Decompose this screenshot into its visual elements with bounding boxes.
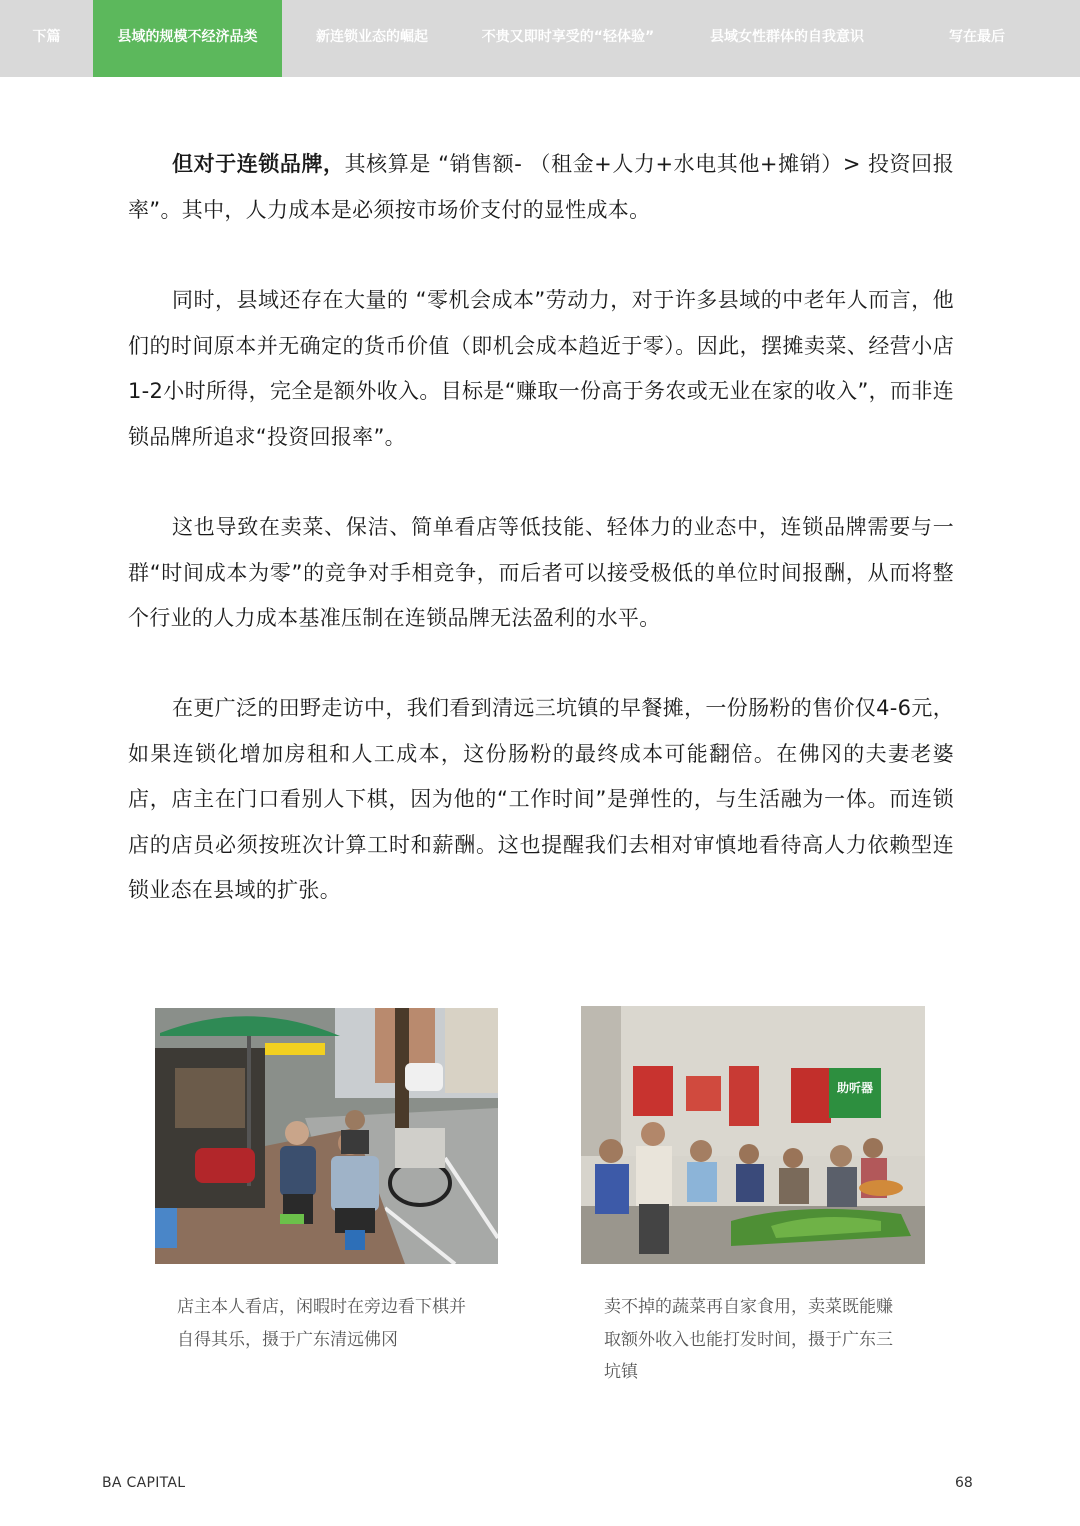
page-number: 68 xyxy=(955,1475,973,1491)
paragraph-field-visit: 在更广泛的田野走访中，我们看到清远三坑镇的早餐摊，一份肠粉的售价仅4-6元，如果连锁化增加房租和人工成本，这份肠粉的最终成本可能翻倍。在佛冈的夫妻老婆店，店主在门口看别人下棋，因为他的“工作时间”是弹性的，与生活融为一体。而连锁店的店员必须按班次计算工时和薪酬。这也提醒我们去相对审慎地看待高人力依赖型连锁业态在县域的扩张。 xyxy=(128,696,954,902)
hearing-aid-sign: 助听器 xyxy=(836,1081,874,1095)
street-scene-illustration xyxy=(155,1008,498,1264)
caption-right: 卖不掉的蔬菜再自家食用，卖菜既能赚取额外收入也能打发时间，摄于广东三坑镇 xyxy=(604,1297,893,1382)
brand-logo-text: BA CAPITAL xyxy=(102,1475,186,1491)
paragraph-text: 其核算是 “销售额- （租金+人力+水电其他+摊销）> 投资回报率”。其中，人力成本是必须按市场价支付的显性成本。 xyxy=(128,152,954,222)
photo-shop-chess xyxy=(155,1008,498,1264)
paragraph-chain-accounting xyxy=(128,142,954,233)
caption-left: 店主本人看店，闲暇时在旁边看下棋并自得其乐，摄于广东清远佛冈 xyxy=(177,1297,466,1350)
paragraph-lead-bold: 但对于连锁品牌， xyxy=(172,152,345,176)
tab-county-diseconomy[interactable]: 县域的规模不经济品类 xyxy=(93,0,282,77)
tab-new-chain[interactable]: 新连锁业态的崛起 xyxy=(316,29,428,45)
tab-conclusion[interactable]: 写在最后 xyxy=(949,29,1005,45)
chapter-nav xyxy=(0,0,1080,77)
market-scene-illustration xyxy=(581,1006,925,1264)
paragraph-competition: 这也导致在卖菜、保洁、简单看店等低技能、轻体力的业态中，连锁品牌需要与一群“时间成本为零”的竞争对手相竞争，而后者可以接受极低的单位时间报酬，从而将整个行业的人力成本基准压制在连锁品牌无法盈利的水平。 xyxy=(128,515,954,630)
paragraph-zero-opportunity-cost: 同时，县域还存在大量的 “零机会成本”劳动力，对于许多县域的中老年人而言，他们的时间原本并无确定的货币价值（即机会成本趋近于零）。因此，摆摊卖菜、经营小店1-2小时所得，完全是额外收入。目标是“赚取一份高于务农或无业在家的收入”，而非连锁品牌所追求“投资回报率”。 xyxy=(128,288,954,449)
tab-part-two[interactable]: 下篇 xyxy=(32,29,61,45)
tab-light-experience[interactable]: 不贵又即时享受的“轻体验” xyxy=(481,29,655,45)
photo-vegetable-sellers xyxy=(581,1006,925,1264)
tab-women-self-awareness[interactable]: 县域女性群体的自我意识 xyxy=(710,29,864,45)
